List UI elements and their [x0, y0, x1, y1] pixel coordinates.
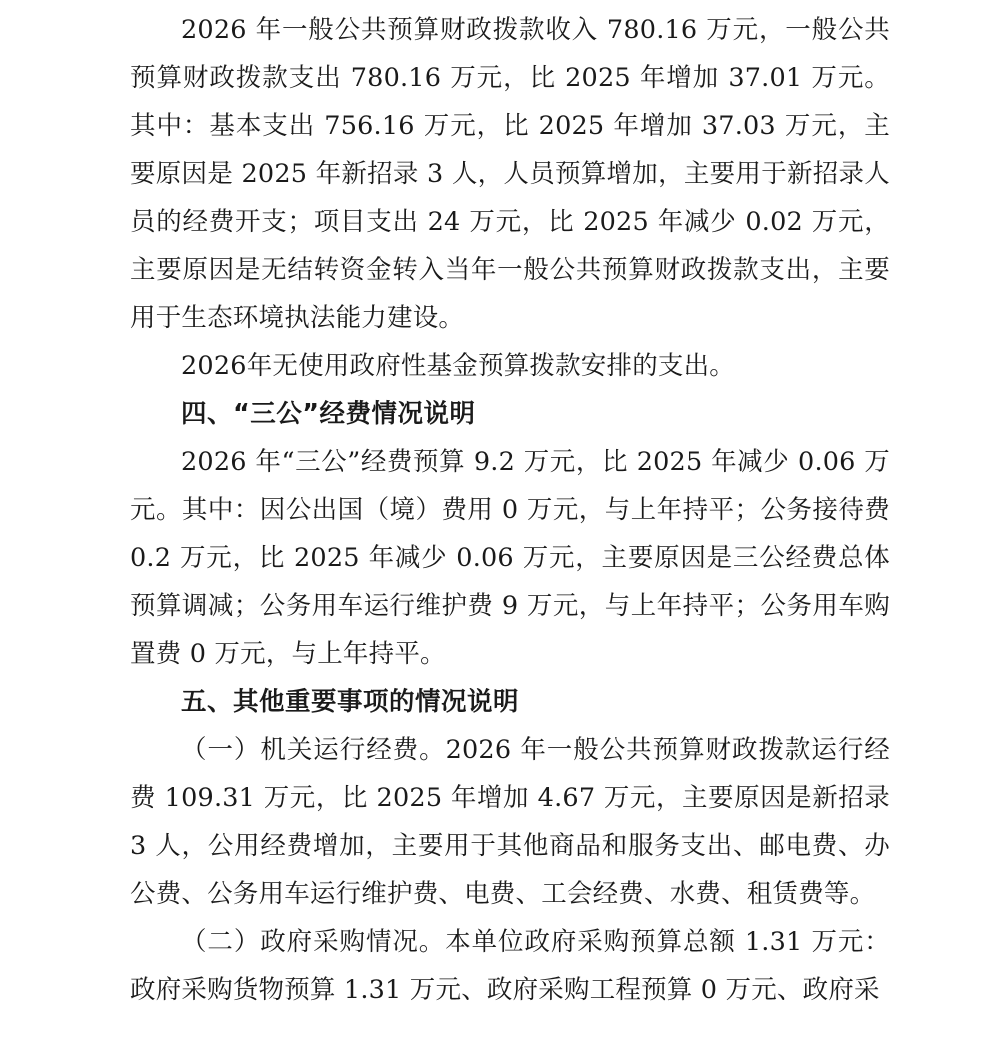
paragraph-government-fund: 2026年无使用政府性基金预算拨款安排的支出。 — [181, 351, 735, 381]
paragraph-budget-income: 2026 年一般公共预算财政拨款收入 780.16 万元，一般公共预算财政拨款支出 780.16 万元，比 2025 年增加 37.01 万元。其中：基本支出 756.16 万元，比 2025 年增加 37.03 万元，主要原因是 2025 年新招录 3 人，人员预算增加，主要用于新招录人员的经费开支；项目支出 24 万元，比 2025 年减少 0.02 万元，主要原因是无结转资金转入当年一般公共预算财政拨款支出，主要用于生态环境执法能力建设。 — [130, 15, 890, 333]
paragraph-operating-expenses: （一）机关运行经费。2026 年一般公共预算财政拨款运行经费 109.31 万元，比 2025 年增加 4.67 万元，主要原因是新招录 3 人，公用经费增加，主要用于其他商品和服务支出、邮电费、办公费、公务用车运行维护费、电费、工会经费、水费、租赁费等。 — [130, 735, 890, 909]
section-heading-four: 四、“三公”经费情况说明 — [181, 399, 476, 429]
paragraph-three-public-expenses: 2026 年“三公”经费预算 9.2 万元，比 2025 年减少 0.06 万元。其中：因公出国（境）费用 0 万元，与上年持平；公务接待费 0.2 万元，比 2025 年减少 0.06 万元，主要原因是三公经费总体预算调减；公务用车运行维护费 9 万元，与上年持平；公务用车购置费 0 万元，与上年持平。 — [130, 447, 890, 669]
section-heading-five: 五、其他重要事项的情况说明 — [181, 687, 520, 717]
paragraph-government-procurement: （二）政府采购情况。本单位政府采购预算总额 1.31 万元：政府采购货物预算 1.31 万元、政府采购工程预算 0 万元、政府采 — [130, 927, 890, 1005]
